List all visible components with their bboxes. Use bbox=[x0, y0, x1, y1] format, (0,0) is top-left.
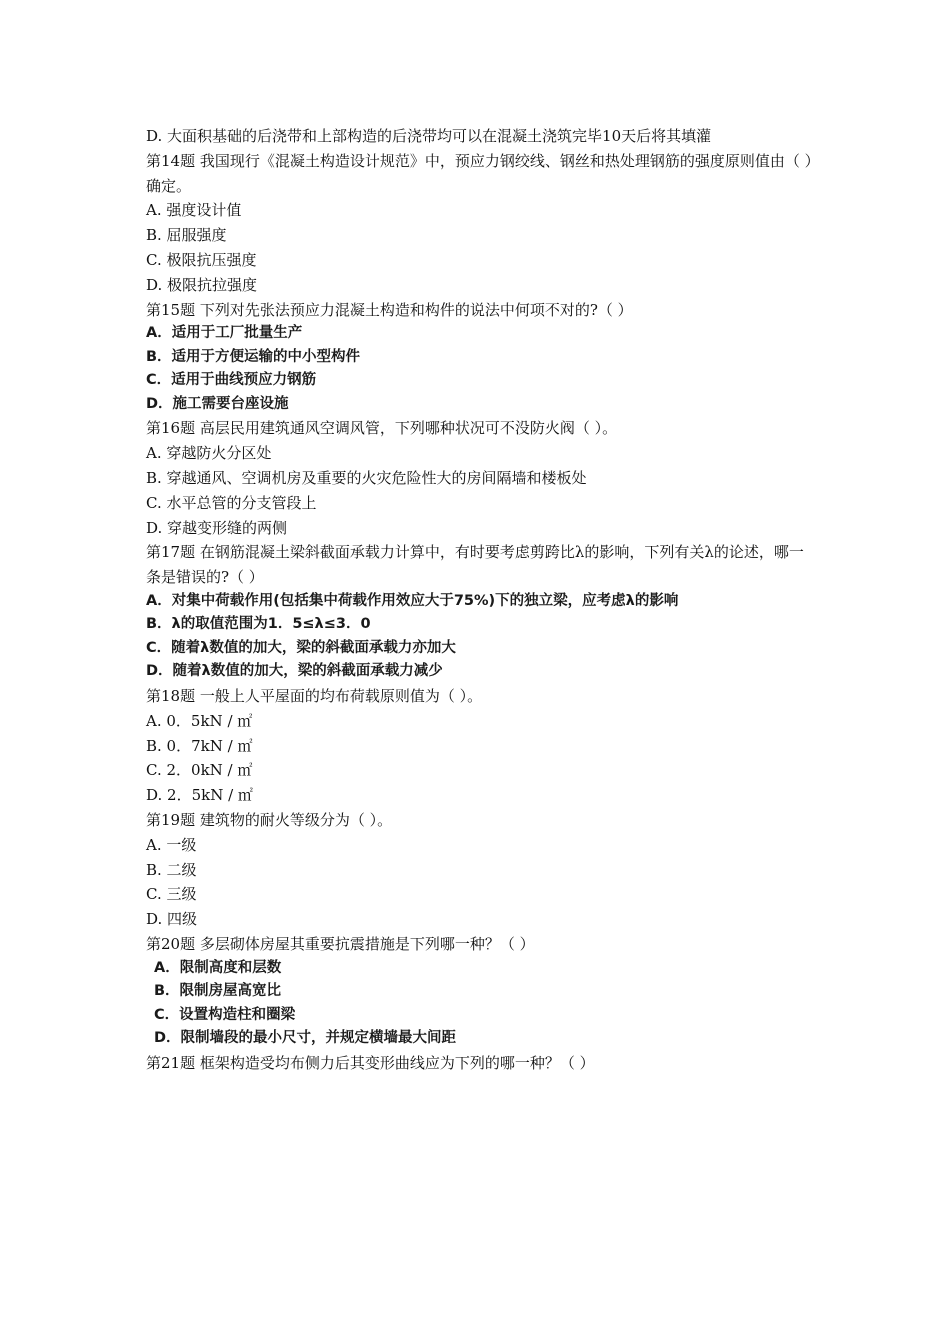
answer-option: C. 极限抗压强度 bbox=[146, 250, 257, 269]
answer-option: D. 四级 bbox=[146, 910, 198, 929]
document-body bbox=[146, 124, 816, 1076]
answer-option: B. 二级 bbox=[146, 860, 197, 879]
answer-option: B. 穿越通风、空调机房及重要的火灾危险性大的房间隔墙和楼板处 bbox=[146, 468, 587, 487]
question-text: 第15题 下列对先张法预应力混凝土构造和构件的说法中何项不对的?（ ） bbox=[146, 300, 633, 319]
answer-option: A．对集中荷载作用(包括集中荷载作用效应大于75%)下的独立梁，应考虑λ的影响 bbox=[146, 592, 679, 609]
answer-option: B. 屈服强度 bbox=[146, 226, 227, 245]
answer-option: A. 穿越防火分区处 bbox=[146, 444, 272, 463]
answer-option: C．随着λ数值的加大，梁的斜截面承载力亦加大 bbox=[146, 639, 456, 656]
answer-option: D. 2．5kN / ㎡ bbox=[146, 786, 253, 805]
answer-option: A．适用于工厂批量生产 bbox=[146, 325, 303, 342]
answer-option: C. 三级 bbox=[146, 885, 197, 904]
answer-option: C. 2．0kN / ㎡ bbox=[146, 761, 253, 780]
answer-option: B. 0．7kN / ㎡ bbox=[146, 736, 253, 755]
answer-option: A．限制高度和层数 bbox=[154, 959, 282, 976]
answer-option: D. 大面积基础的后浇带和上部构造的后浇带均可以在混凝土浇筑完毕10天后将其填灌 bbox=[146, 127, 712, 145]
answer-option: A. 0．5kN / ㎡ bbox=[146, 711, 253, 730]
question-text: 第16题 高层民用建筑通风空调风管，下列哪种状况可不没防火阀（ ）。 bbox=[146, 419, 618, 438]
question-text: 第21题 框架构造受均布侧力后其变形曲线应为下列的哪一种？（ ） bbox=[146, 1053, 595, 1072]
answer-option: D．随着λ数值的加大，梁的斜截面承载力减少 bbox=[146, 663, 443, 680]
answer-option: C．适用于曲线预应力钢筋 bbox=[146, 372, 317, 389]
answer-option: B．限制房屋高宽比 bbox=[154, 983, 282, 1000]
answer-option: C．设置构造柱和圈梁 bbox=[154, 1006, 296, 1023]
question-text: 第20题 多层砌体房屋其重要抗震措施是下列哪一种？（ ） bbox=[146, 934, 535, 953]
answer-option: A. 一级 bbox=[146, 835, 197, 854]
answer-option: D. 穿越变形缝的两侧 bbox=[146, 518, 288, 537]
answer-option: C. 水平总管的分支管段上 bbox=[146, 493, 317, 512]
answer-option: D. 极限抗拉强度 bbox=[146, 275, 258, 294]
question-text: 第19题 建筑物的耐火等级分为（ ）。 bbox=[146, 810, 393, 829]
question-text: 第17题 在钢筋混凝土梁斜截面承载力计算中，有时要考虑剪跨比λ的影响，下列有关λ的论述，哪一条是错误的?（ ） bbox=[146, 543, 804, 587]
answer-option: D．施工需要台座设施 bbox=[146, 395, 289, 412]
answer-option: D．限制墙段的最小尺寸，并规定横墙最大间距 bbox=[154, 1030, 457, 1047]
answer-option: A. 强度设计值 bbox=[146, 201, 242, 220]
question-text: 第14题 我国现行《混凝土构造设计规范》中，预应力钢绞线、钢丝和热处理钢筋的强度原则值由（ ）确定。 bbox=[146, 151, 813, 195]
answer-option: B．适用于方便运输的中小型构件 bbox=[146, 348, 361, 365]
answer-option: B．λ的取值范围为1．5≤λ≤3．0 bbox=[146, 616, 371, 633]
question-text: 第18题 一般上人平屋面的均布荷载原则值为（ ）。 bbox=[146, 686, 483, 705]
